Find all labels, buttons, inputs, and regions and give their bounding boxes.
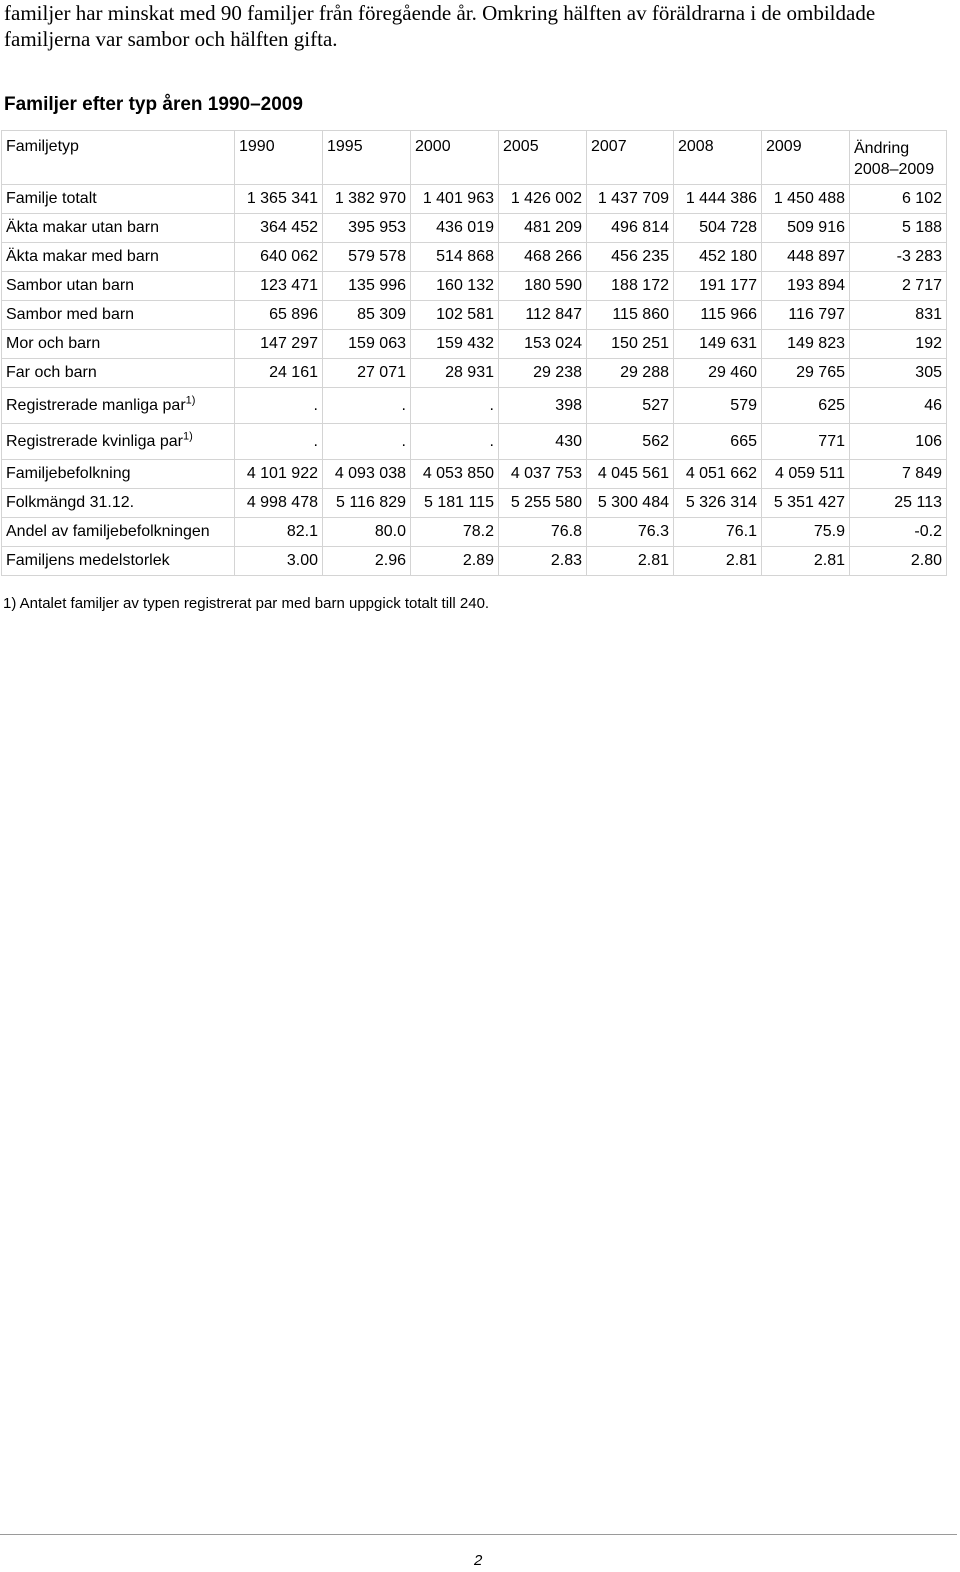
value-cell: 4 053 850 — [411, 460, 499, 489]
row-label — [2, 272, 235, 301]
row-label — [2, 518, 235, 547]
value-cell: 5 326 314 — [674, 489, 762, 518]
value-cell: 448 897 — [762, 243, 850, 272]
value-cell: 640 062 — [235, 243, 323, 272]
value-cell: 123 471 — [235, 272, 323, 301]
table-row — [2, 214, 947, 243]
value-cell: 1 437 709 — [587, 185, 674, 214]
value-cell: 75.9 — [762, 518, 850, 547]
table-title: Familjer efter typ åren 1990–2009 — [4, 94, 303, 115]
value-cell: 562 — [587, 424, 674, 460]
value-cell: 481 209 — [499, 214, 587, 243]
value-cell: 2.81 — [674, 547, 762, 576]
row-label — [2, 359, 235, 388]
row-label — [2, 185, 235, 214]
header-row — [2, 131, 947, 185]
change-cell: 6 102 — [850, 185, 947, 214]
value-cell: 4 045 561 — [587, 460, 674, 489]
row-label — [2, 388, 235, 424]
table-footnote: 1) Antalet familjer av typen registrerat par med barn uppgick totalt till 240. — [3, 595, 490, 612]
value-cell: 24 161 — [235, 359, 323, 388]
value-cell: 2.81 — [587, 547, 674, 576]
value-cell: 665 — [674, 424, 762, 460]
row-label-text: Äkta makar utan barn — [6, 219, 159, 236]
value-cell: . — [411, 424, 499, 460]
value-cell: 193 894 — [762, 272, 850, 301]
value-cell: 80.0 — [323, 518, 411, 547]
row-label — [2, 330, 235, 359]
value-cell: 159 063 — [323, 330, 411, 359]
row-label-text: Registrerade manliga par — [6, 396, 186, 414]
value-cell: 160 132 — [411, 272, 499, 301]
value-cell: 5 255 580 — [499, 489, 587, 518]
row-label-text: Far och barn — [6, 364, 97, 381]
value-cell: . — [323, 388, 411, 424]
column-header: 1995 — [323, 131, 411, 185]
table-row — [2, 424, 947, 460]
row-label — [2, 460, 235, 489]
value-cell: 496 814 — [587, 214, 674, 243]
value-cell: 78.2 — [411, 518, 499, 547]
value-cell: 1 365 341 — [235, 185, 323, 214]
column-header: 2000 — [411, 131, 499, 185]
table-row — [2, 388, 947, 424]
value-cell: 468 266 — [499, 243, 587, 272]
table-row — [2, 547, 947, 576]
row-label-text: Registrerade kvinliga par — [6, 432, 183, 450]
value-cell: 29 460 — [674, 359, 762, 388]
row-label-text: Familjebefolkning — [6, 465, 131, 482]
value-cell: 5 351 427 — [762, 489, 850, 518]
value-cell: 76.8 — [499, 518, 587, 547]
value-cell: 115 966 — [674, 301, 762, 330]
family-types-table — [1, 130, 947, 576]
value-cell: 4 101 922 — [235, 460, 323, 489]
value-cell: 102 581 — [411, 301, 499, 330]
page-divider — [0, 1534, 957, 1535]
value-cell: 395 953 — [323, 214, 411, 243]
value-cell: 2.89 — [411, 547, 499, 576]
value-cell: 2.96 — [323, 547, 411, 576]
table-body — [2, 185, 947, 576]
column-header: 2005 — [499, 131, 587, 185]
value-cell: 150 251 — [587, 330, 674, 359]
change-cell: 2.80 — [850, 547, 947, 576]
value-cell: 135 996 — [323, 272, 411, 301]
value-cell: 398 — [499, 388, 587, 424]
page-number: 2 — [474, 1552, 483, 1569]
table-row — [2, 489, 947, 518]
change-cell: 106 — [850, 424, 947, 460]
change-cell: 5 188 — [850, 214, 947, 243]
change-cell: 25 113 — [850, 489, 947, 518]
change-cell: 7 849 — [850, 460, 947, 489]
column-header: 2007 — [587, 131, 674, 185]
value-cell: 5 181 115 — [411, 489, 499, 518]
value-cell: 85 309 — [323, 301, 411, 330]
value-cell: 1 382 970 — [323, 185, 411, 214]
value-cell: 456 235 — [587, 243, 674, 272]
value-cell: 771 — [762, 424, 850, 460]
value-cell: . — [323, 424, 411, 460]
change-header-line2: 2008–2009 — [854, 161, 935, 178]
row-label-text: Sambor med barn — [6, 306, 135, 323]
value-cell: 116 797 — [762, 301, 850, 330]
value-cell: 509 916 — [762, 214, 850, 243]
row-label — [2, 301, 235, 330]
change-cell: 192 — [850, 330, 947, 359]
value-cell: 76.3 — [587, 518, 674, 547]
value-cell: 180 590 — [499, 272, 587, 301]
table-row — [2, 518, 947, 547]
value-cell: 27 071 — [323, 359, 411, 388]
value-cell: 3.00 — [235, 547, 323, 576]
value-cell: 4 998 478 — [235, 489, 323, 518]
value-cell: 188 172 — [587, 272, 674, 301]
column-header: 1990 — [235, 131, 323, 185]
value-cell: 5 300 484 — [587, 489, 674, 518]
value-cell: 159 432 — [411, 330, 499, 359]
value-cell: 1 401 963 — [411, 185, 499, 214]
value-cell: 527 — [587, 388, 674, 424]
row-label-text: Folkmängd 31.12. — [6, 494, 135, 511]
table-row — [2, 359, 947, 388]
value-cell: 4 059 511 — [762, 460, 850, 489]
change-cell: 831 — [850, 301, 947, 330]
value-cell: 4 037 753 — [499, 460, 587, 489]
value-cell: 579 578 — [323, 243, 411, 272]
value-cell: 29 288 — [587, 359, 674, 388]
value-cell: 430 — [499, 424, 587, 460]
value-cell: 29 238 — [499, 359, 587, 388]
change-cell: -0.2 — [850, 518, 947, 547]
row-label-text: Familjens medelstorlek — [6, 552, 170, 569]
value-cell: 5 116 829 — [323, 489, 411, 518]
column-header: Familjetyp — [2, 131, 235, 185]
row-label-text: Äkta makar med barn — [6, 248, 159, 265]
change-cell: -3 283 — [850, 243, 947, 272]
footnote-marker: 1) — [182, 430, 193, 443]
value-cell: 65 896 — [235, 301, 323, 330]
value-cell: . — [235, 388, 323, 424]
value-cell: 504 728 — [674, 214, 762, 243]
row-label — [2, 547, 235, 576]
row-label-text: Familje totalt — [6, 190, 97, 207]
value-cell: . — [235, 424, 323, 460]
row-label — [2, 424, 235, 460]
footnote-marker: 1) — [185, 394, 196, 407]
table-row — [2, 185, 947, 214]
value-cell: 579 — [674, 388, 762, 424]
column-header: 2008 — [674, 131, 762, 185]
value-cell: . — [411, 388, 499, 424]
value-cell: 2.81 — [762, 547, 850, 576]
row-label — [2, 214, 235, 243]
value-cell: 76.1 — [674, 518, 762, 547]
row-label-text: Mor och barn — [6, 335, 101, 352]
change-cell: 2 717 — [850, 272, 947, 301]
column-header: 2009 — [762, 131, 850, 185]
row-label — [2, 243, 235, 272]
change-cell: 305 — [850, 359, 947, 388]
value-cell: 514 868 — [411, 243, 499, 272]
value-cell: 364 452 — [235, 214, 323, 243]
value-cell: 149 631 — [674, 330, 762, 359]
value-cell: 625 — [762, 388, 850, 424]
value-cell: 1 450 488 — [762, 185, 850, 214]
row-label-text: Andel av familjebefolkningen — [6, 523, 210, 540]
value-cell: 153 024 — [499, 330, 587, 359]
row-label-text: Sambor utan barn — [6, 277, 135, 294]
value-cell: 112 847 — [499, 301, 587, 330]
value-cell: 29 765 — [762, 359, 850, 388]
intro-paragraph: familjer har minskat med 90 familjer från föregående år. Omkring hälften av föräldrarna i de ombildade familjerna var sambor och hälften gifta. — [4, 1, 876, 51]
table-row — [2, 243, 947, 272]
value-cell: 115 860 — [587, 301, 674, 330]
table-row — [2, 301, 947, 330]
value-cell: 82.1 — [235, 518, 323, 547]
value-cell: 1 426 002 — [499, 185, 587, 214]
value-cell: 191 177 — [674, 272, 762, 301]
value-cell: 4 051 662 — [674, 460, 762, 489]
value-cell: 4 093 038 — [323, 460, 411, 489]
table-row — [2, 330, 947, 359]
value-cell: 1 444 386 — [674, 185, 762, 214]
change-cell: 46 — [850, 388, 947, 424]
value-cell: 436 019 — [411, 214, 499, 243]
value-cell: 452 180 — [674, 243, 762, 272]
value-cell: 147 297 — [235, 330, 323, 359]
value-cell: 149 823 — [762, 330, 850, 359]
value-cell: 28 931 — [411, 359, 499, 388]
value-cell: 2.83 — [499, 547, 587, 576]
change-header-line1: Ändring — [854, 140, 910, 157]
column-header-change — [850, 131, 947, 185]
table-row — [2, 460, 947, 489]
table-row — [2, 272, 947, 301]
row-label — [2, 489, 235, 518]
